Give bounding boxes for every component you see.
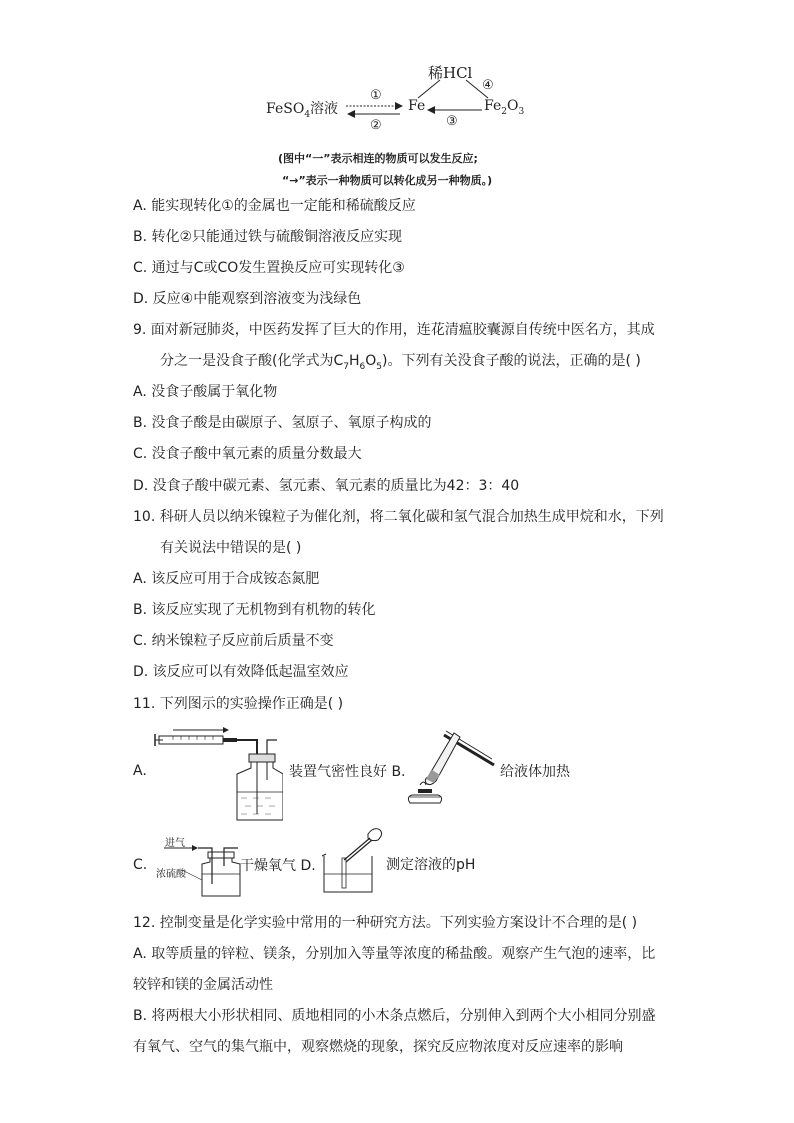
- q12-option-a-line2: 较锌和镁的金属活动性: [133, 977, 273, 993]
- heating-figure: [402, 727, 497, 809]
- q9-stem-line1: 9. 面对新冠肺炎，中医药发挥了巨大的作用，连花清瘟胶囊源自传统中医名方，其成: [133, 322, 655, 338]
- q10-option-d: D. 该反应可以有效降低起温室效应: [133, 664, 349, 680]
- q9-stem-line2: 分之一是没食子酸(化学式为$C_7H_6O_5$)。下列有关没食子酸的说法，正确的是( ): [160, 353, 641, 372]
- q11-a-text: 装置气密性良好 B.: [289, 764, 406, 780]
- sulfuric-acid-label: 浓硫酸: [156, 869, 186, 880]
- q12-stem: 12. 控制变量是化学实验中常用的一种研究方法。下列实验方案设计不合理的是( ): [133, 915, 638, 931]
- feso4-label: FeSO$_4$溶液: [266, 101, 339, 120]
- reaction-diagram: [260, 58, 550, 138]
- q8-option-a: A. 能实现转化①的金属也一定能和稀硫酸反应: [133, 198, 416, 214]
- q11-b-text: 给液体加热: [500, 764, 570, 780]
- q10-option-b: B. 该反应实现了无机物到有机物的转化: [133, 602, 376, 618]
- q8-option-b: B. 转化②只能通过铁与硫酸铜溶液反应实现: [133, 229, 403, 245]
- q11-d-text: 测定溶液的pH: [386, 857, 476, 873]
- q8-option-c: C. 通过与C或CO发生置换反应可实现转化③: [133, 260, 405, 276]
- ph-test-figure: [320, 826, 385, 896]
- dilute-hcl-label: 稀HCl: [428, 64, 473, 82]
- q9-option-d: D. 没食子酸中碳元素、氢元素、氧元素的质量比为42：3：40: [133, 478, 520, 494]
- q10-stem-line2: 有关说法中错误的是( ): [160, 540, 302, 556]
- q10-option-c: C. 纳米镍粒子反应前后质量不变: [133, 633, 334, 649]
- q11-stem: 11. 下列图示的实验操作正确是( ): [133, 696, 344, 712]
- syringe-bottle-figure: [153, 724, 283, 824]
- label-2: ②: [370, 118, 382, 133]
- q8-option-d: D. 反应④中能观察到溶液变为浅绿色: [133, 291, 362, 307]
- q12-option-b-line2: 有氧气、空气的集气瓶中，观察燃烧的现象，探究反应物浓度对反应速率的影响: [133, 1039, 623, 1055]
- q9-option-c: C. 没食子酸中氧元素的质量分数最大: [133, 446, 362, 462]
- q11-a-letter: A.: [133, 763, 147, 779]
- label-1: ①: [370, 88, 382, 103]
- hcl-fe-line: [418, 80, 440, 98]
- q11-c-letter: C.: [133, 857, 148, 873]
- label-4: ④: [482, 78, 494, 93]
- drying-bottle-figure: [162, 838, 242, 900]
- hcl-fe2o3-line: [466, 80, 488, 98]
- diagram-note-1: (图中“一”表示相连的物质可以发生反应;: [278, 152, 478, 165]
- fe2o3-label: $Fe_2O_3$: [484, 98, 525, 117]
- fe-label: Fe: [408, 98, 426, 114]
- diagram-arrows: [260, 58, 550, 138]
- q12-option-b-line1: B. 将两根大小形状相同、质地相同的小木条点燃后，分别伸入到两个大小相同分别盛: [133, 1008, 656, 1024]
- q11-c-text: 干燥氧气 D.: [240, 858, 316, 874]
- q10-stem-line1: 10. 科研人员以纳米镍粒子为催化剂，将二氧化碳和氢气混合加热生成甲烷和水，下列: [133, 509, 664, 525]
- q12-option-a-line1: A. 取等质量的锌粒、镁条，分别加入等量等浓度的稀盐酸。观察产生气泡的速率，比: [133, 946, 656, 962]
- q10-option-a: A. 该反应可用于合成铵态氮肥: [133, 571, 320, 587]
- label-3: ③: [446, 114, 458, 129]
- inlet-label: 进气: [165, 838, 185, 849]
- q9-option-b: B. 没食子酸是由碳原子、氢原子、氧原子构成的: [133, 415, 432, 431]
- diagram-note-2: “→”表示一种物质可以转化成另一种物质。): [282, 174, 493, 187]
- q9-option-a: A. 没食子酸属于氧化物: [133, 384, 278, 400]
